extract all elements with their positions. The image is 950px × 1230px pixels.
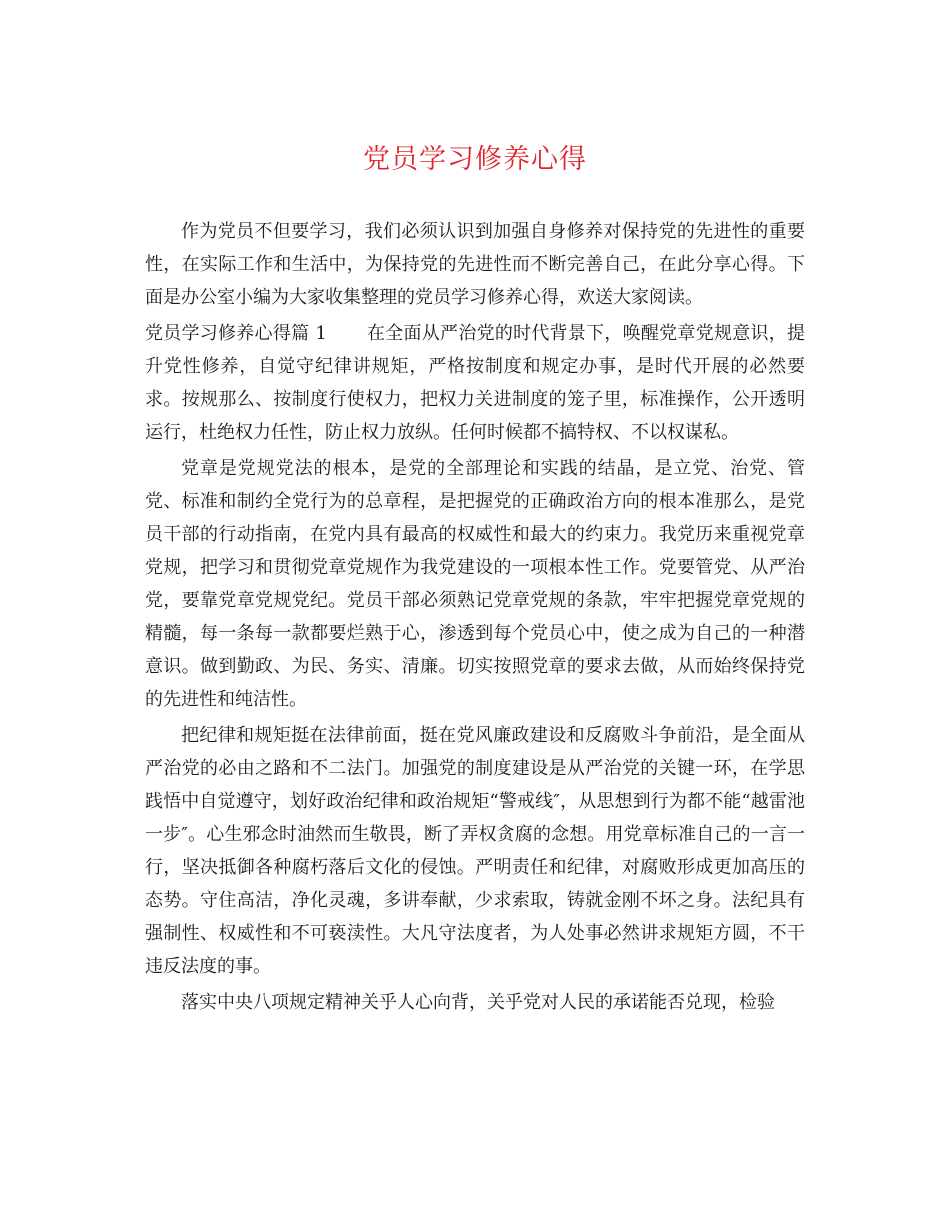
section-heading: 党员学习修养心得篇 1 xyxy=(145,323,327,344)
paragraph-3: 把纪律和规矩挺在法律前面，挺在党风廉政建设和反腐败斗争前沿，是全面从严治党的必由之路和不二法门。加强党的制度建设是从严治党的关键一环，在学思践悟中自觉遵守，划好政治纪律和政治规矩“警戒线″，从思想到行为都不能“越雷池一步″。心生邪念时油然而生敬畏，断了弄权贪腐的念想。用党章标准自己的一言一行，坚决抵御各种腐朽落后文化的侵蚀。严明责任和纪律，对腐败形成更加高压的态势。守住高洁，净化灵魂，多讲奉献，少求索取，铸就金刚不坏之身。法纪具有强制性、权威性和不可亵渎性。大凡守法度者，为人处事必然讲求规矩方圆，不干违反法度的事。 xyxy=(145,725,805,977)
section-first-text: 在全面从严治党的时代背景下，唤醒党章党规意识，提升党性修养，自觉守纪律讲规矩，严格按制度和规定办事，是时代开展的必然要求。按规那么、按制度行使权力，把权力关进制度的笼子里，标准操作，公开透明运行，杜绝权力任性，防止权力放纵。任何时候都不搞特权、不以权谋私。 xyxy=(145,323,805,443)
intro-paragraph: 作为党员不但要学习，我们必须认识到加强自身修养对保持党的先进性的重要性，在实际工作和生活中，为保持党的先进性而不断完善自己，在此分享心得。下面是办公室小编为大家收集整理的党员学习修养心得，欢送大家阅读。 xyxy=(145,221,805,308)
paragraph-4: 落实中央八项规定精神关乎人心向背，关乎党对人民的承诺能否兑现，检验 xyxy=(181,992,775,1013)
document-title: 党员学习修养心得 xyxy=(363,144,587,175)
paragraph-2: 党章是党规党法的根本，是党的全部理论和实践的结晶，是立党、治党、管党、标准和制约全党行为的总章程，是把握党的正确政治方向的根本准那么，是党员干部的行动指南，在党内具有最高的权威性和最大的约束力。我党历来重视党章党规，把学习和贯彻党章党规作为我党建设的一项根本性工作。党要管党、从严治党，要靠党章党规党纪。党员干部必须熟记党章党规的条款，牢牢把握党章党规的精髓，每一条每一款都要烂熟于心，渗透到每个党员心中，使之成为自己的一种潜意识。做到勤政、为民、务实、清廉。切实按照党章的要求去做，从而始终保持党的先进性和纯洁性。 xyxy=(145,458,805,710)
section-1-paragraph xyxy=(145,317,805,449)
document-body xyxy=(145,215,805,1022)
